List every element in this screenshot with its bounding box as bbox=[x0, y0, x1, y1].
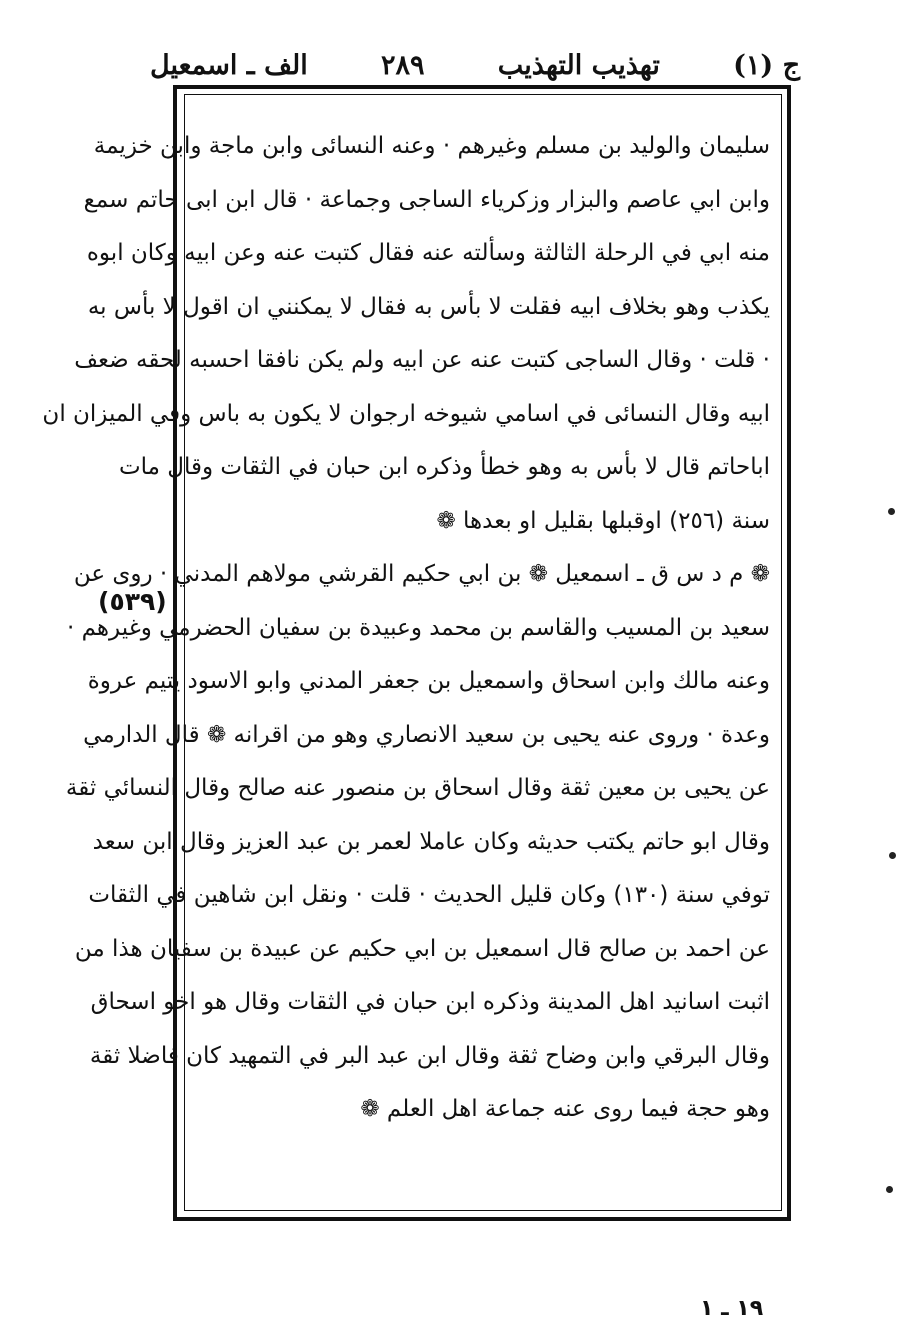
text-line-11: وعنه مالك وابن اسحاق واسمعيل بن جعفر المدني وابو الاسود يتيم عروة bbox=[87, 668, 770, 694]
running-header bbox=[150, 40, 800, 90]
header-page-number: ٢٨٩ bbox=[381, 49, 425, 81]
text-line-18: وقال البرقي وابن وضاح ثقة وقال ابن عبد البر في التمهيد كان فاضلا ثقة bbox=[89, 1042, 770, 1069]
text-line-4: يكذب وهو بخلاف ابيه فقلت لا بأس به فقال لا يمكنني ان اقول لا بأس به bbox=[87, 293, 770, 320]
text-line-12: وعدة · وروى عنه يحيى بن سعيد الانصاري وهو من اقرانه ❁ قال الدارمي bbox=[83, 721, 770, 748]
scan-speck bbox=[889, 852, 896, 859]
header-section: الف ـ اسمعيل bbox=[150, 49, 308, 81]
text-line-3: منه ابي في الرحلة الثالثة وسألته عنه فقال كتبت عنه وعن ابيه وكان ابوه bbox=[86, 240, 770, 266]
text-line-19: وهو حجة فيما روى عنه جماعة اهل العلم ❁ bbox=[360, 1096, 770, 1122]
text-line-17: اثبت اسانيد اهل المدينة وذكره ابن حبان في الثقات وقال هو اخو اسحاق bbox=[90, 989, 770, 1015]
header-book-title: تهذيب التهذيب bbox=[497, 49, 660, 81]
text-line-1: سليمان والوليد بن مسلم وغيرهم · وعنه النسائى وابن ماجة وابن خزيمة bbox=[93, 133, 770, 159]
text-line-15: توفي سنة (١٣٠) وكان قليل الحديث · قلت · ونقل ابن شاهين في الثقات bbox=[88, 882, 770, 908]
scan-speck bbox=[886, 1186, 893, 1193]
text-line-16: عن احمد بن صالح قال اسمعيل بن ابي حكيم عن عبيدة بن سفيان هذا من bbox=[74, 935, 770, 962]
text-line-13: عن يحيى بن معين ثقة وقال اسحاق بن منصور عنه صالح وقال النسائي ثقة bbox=[65, 775, 770, 801]
text-line-9: ❁ م د س ق ـ اسمعيل ❁ بن ابي حكيم القرشي مولاهم المدني · روى عن bbox=[73, 561, 770, 587]
entry-number: (٥٣٩) bbox=[98, 587, 167, 616]
text-line-8: سنة (٢٥٦) اوقبلها بقليل او بعدها ❁ bbox=[436, 507, 770, 534]
header-volume: ج (١) bbox=[733, 49, 800, 81]
text-line-10: سعيد بن المسيب والقاسم بن محمد وعبيدة بن سفيان الحضرمي وغيرهم · bbox=[67, 614, 770, 641]
scan-speck bbox=[888, 508, 895, 515]
text-line-6: ابيه وقال النسائى في اسامي شيوخه ارجوان لا يكون به باس وفي الميزان ان bbox=[42, 400, 770, 427]
text-line-14: وقال ابو حاتم يكتب حديثه وكان عاملا لعمر بن عبد العزيز وقال ابن سعد bbox=[92, 828, 770, 855]
text-line-5: · قلت · وقال الساجى كتبت عنه عن ابيه ولم يكن نافقا احسبه لحقه ضعف bbox=[74, 347, 770, 373]
text-line-2: وابن ابي عاصم والبزار وزكرياء الساجى وجماعة · قال ابن ابى حاتم سمع bbox=[83, 186, 770, 213]
signature-mark: ١٩ ـ ١ bbox=[700, 1296, 764, 1321]
text-line-7: اباحاتم قال لا بأس به وهو خطأ وذكره ابن حبان في الثقات وقال مات bbox=[118, 454, 770, 480]
